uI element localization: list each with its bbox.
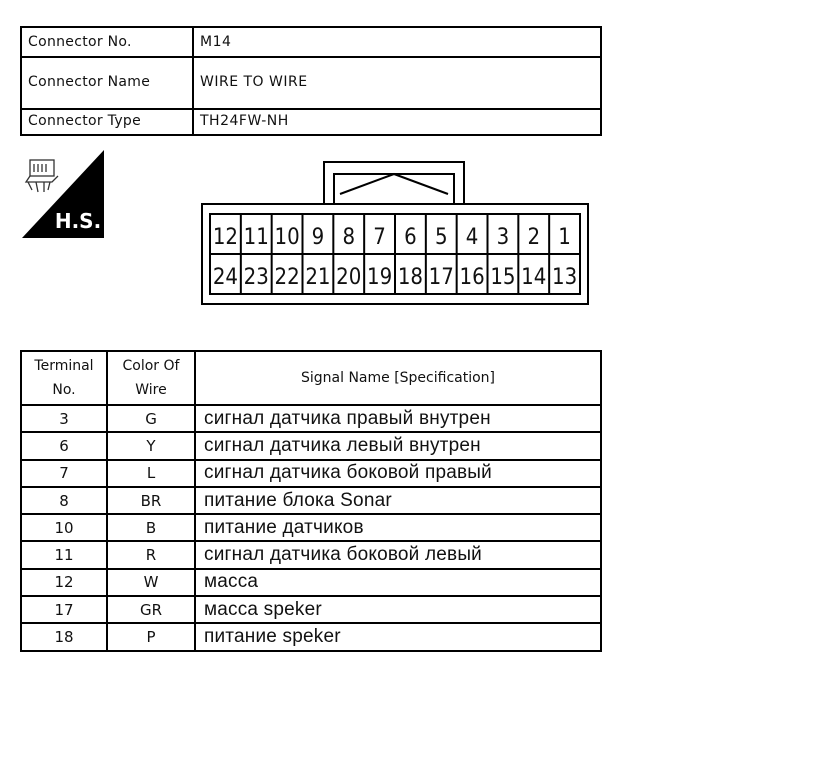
connector-pin-label: 15 xyxy=(490,265,516,290)
connector-pin-label: 3 xyxy=(496,225,510,250)
signal-name-cell: сигнал датчика боковой правый xyxy=(195,460,601,487)
table-row xyxy=(21,569,601,596)
wire-color-cell: R xyxy=(107,541,195,568)
harness-side-icon xyxy=(22,150,104,238)
terminal-header-line2: No. xyxy=(52,382,76,398)
signal-name-cell: питание датчиков xyxy=(195,514,601,541)
connector-pin-label: 8 xyxy=(342,225,356,250)
connector-type-label: Connector Type xyxy=(22,108,194,134)
signal-name-cell: питание speker xyxy=(195,623,601,650)
terminal-cell: 7 xyxy=(21,460,107,487)
wire-color-cell: P xyxy=(107,623,195,650)
connector-pin-label: 9 xyxy=(311,225,325,250)
connector-type-row xyxy=(22,108,600,134)
wire-color-cell: BR xyxy=(107,487,195,514)
terminal-header xyxy=(21,351,107,405)
terminal-cell: 12 xyxy=(21,569,107,596)
connector-pin-label: 5 xyxy=(434,225,448,250)
terminal-header-line1: Terminal xyxy=(34,358,94,374)
signal-name-cell: сигнал датчика правый внутрен xyxy=(195,405,601,432)
connector-name-label: Connector Name xyxy=(22,56,194,108)
table-row xyxy=(21,405,601,432)
connector-info-table xyxy=(20,26,602,136)
connector-pin-label: 4 xyxy=(465,225,479,250)
connector-pin-label: 23 xyxy=(243,265,269,290)
connector-pin-label: 10 xyxy=(274,225,300,250)
table-row xyxy=(21,541,601,568)
terminal-cell: 8 xyxy=(21,487,107,514)
table-row xyxy=(21,514,601,541)
signal-name-cell: сигнал датчика боковой левый xyxy=(195,541,601,568)
connector-pin-label: 7 xyxy=(373,225,386,250)
connector-pin-label: 14 xyxy=(521,265,547,290)
color-header-line2: Wire xyxy=(135,382,167,398)
connector-pin-label: 6 xyxy=(404,225,417,250)
connector-pin-label: 17 xyxy=(428,265,454,290)
terminal-cell: 6 xyxy=(21,432,107,459)
connector-pin-label: 2 xyxy=(527,225,541,250)
table-row xyxy=(21,623,601,650)
connector-pin-label: 1 xyxy=(558,225,571,250)
connector-pin-label: 21 xyxy=(305,265,331,290)
wire-color-cell: GR xyxy=(107,596,195,623)
connector-number-value: M14 xyxy=(200,34,232,50)
terminal-cell: 3 xyxy=(21,405,107,432)
connector-pin-label: 16 xyxy=(459,265,485,290)
hs-label: H.S. xyxy=(54,209,102,233)
color-header xyxy=(107,351,195,405)
wire-color-cell: Y xyxy=(107,432,195,459)
connector-pin-label: 19 xyxy=(366,265,393,290)
wire-color-cell: L xyxy=(107,460,195,487)
connector-name-value: WIRE TO WIRE xyxy=(200,74,308,90)
table-row xyxy=(21,596,601,623)
table-row xyxy=(21,487,601,514)
signal-name-cell: питание блока Sonar xyxy=(195,487,601,514)
connector-pin-label: 22 xyxy=(274,265,300,290)
table-row xyxy=(21,460,601,487)
terminal-cell: 10 xyxy=(21,514,107,541)
table-row xyxy=(21,432,601,459)
signal-name-cell: масса speker xyxy=(195,596,601,623)
signal-name-cell: сигнал датчика левый внутрен xyxy=(195,432,601,459)
connector-name-row xyxy=(22,56,600,110)
connector-pin-label: 18 xyxy=(397,265,424,290)
table-header-row xyxy=(21,351,601,405)
connector-face-diagram xyxy=(200,160,590,306)
terminal-cell: 17 xyxy=(21,596,107,623)
wire-color-cell: B xyxy=(107,514,195,541)
terminal-signal-table xyxy=(20,350,602,652)
wire-color-cell: W xyxy=(107,569,195,596)
connector-type-value: TH24FW-NH xyxy=(200,113,289,129)
signal-name-cell: масса xyxy=(195,569,601,596)
connector-pin-label: 11 xyxy=(243,225,269,250)
connector-pin-label: 24 xyxy=(212,265,239,290)
color-header-line1: Color Of xyxy=(122,358,180,374)
connector-pin-label: 20 xyxy=(336,265,362,290)
terminal-cell: 18 xyxy=(21,623,107,650)
wire-color-cell: G xyxy=(107,405,195,432)
terminal-cell: 11 xyxy=(21,541,107,568)
connector-pin-label: 12 xyxy=(212,225,239,250)
connector-number-row xyxy=(22,28,600,58)
connector-number-label: Connector No. xyxy=(22,28,194,56)
signal-header: Signal Name [Specification] xyxy=(195,351,601,405)
connector-pin-label: 13 xyxy=(551,265,578,290)
